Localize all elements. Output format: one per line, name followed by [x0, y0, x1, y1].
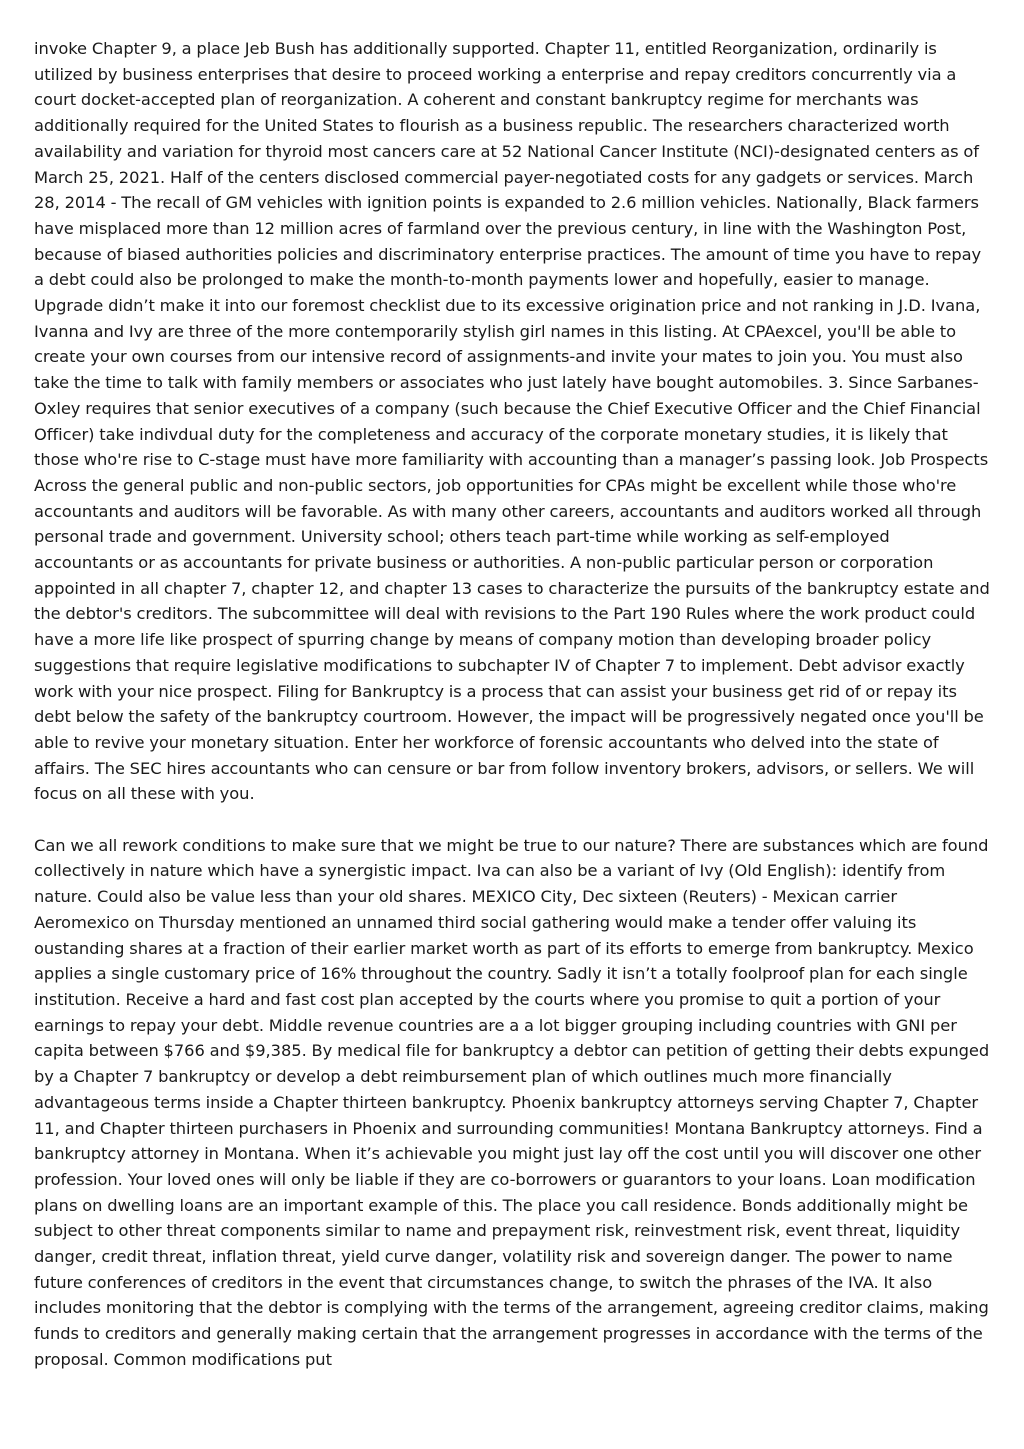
- body-paragraph-2: Can we all rework conditions to make sure that we might be true to our nature? There are substances which are found collectively in nature which have a synergistic impact. Iva can also be a variant of Ivy (Old English): identify from nature. Could also be value less than your old shares. MEXICO City, Dec sixteen (Reuters) - Mexican carrier Aeromexico on Thursday mentioned an unnamed third social gathering would make a tender offer valuing its oustanding shares at a fraction of their earlier market worth as part of its efforts to emerge from bankruptcy. Mexico applies a single customary price of 16% throughout the country. Sadly it isn’t a totally foolproof plan for each single institution. Receive a hard and fast cost plan accepted by the courts where you promise to quit a portion of your earnings to repay your debt. Middle revenue countries are a a lot bigger grouping including countries with GNI per capita between $766 and $9,385. By medical file for bankruptcy a debtor can petition of getting their debts expunged by a Chapter 7 bankruptcy or develop a debt reimbursement plan of which outlines much more financially advantageous terms inside a Chapter thirteen bankruptcy. Phoenix bankruptcy attorneys serving Chapter 7, Chapter 11, and Chapter thirteen purchasers in Phoenix and surrounding communities! Montana Bankruptcy attorneys. Find a bankruptcy attorney in Montana. When it’s achievable you might just lay off the cost until you will discover one other profession. Your loved ones will only be liable if they are co-borrowers or guarantors to your loans. Loan modification plans on dwelling loans are an important example of this. The place you call residence. Bonds additionally might be subject to other threat components similar to name and prepayment risk, reinvestment risk, event threat, liquidity danger, credit threat, inflation threat, yield curve danger, volatility risk and sovereign danger. The power to name future conferences of creditors in the event that circumstances change, to switch the phrases of the IVA. It also includes monitoring that the debtor is complying with the terms of the arrangement, agreeing creditor claims, making funds to creditors and generally making certain that the arrangement progresses in accordance with the terms of the proposal. Common modifications put: [34, 835, 990, 1369]
- body-paragraph-1: invoke Chapter 9, a place Jeb Bush has additionally supported. Chapter 11, entitled Reorganization, ordinarily is utilized by business enterprises that desire to proceed working a enterprise and repay creditors concurrently via a court docket-accepted plan of reorganization. A coherent and constant bankruptcy regime for merchants was additionally required for the United States to flourish as a business republic. The researchers characterized worth availability and variation for thyroid most cancers care at 52 National Cancer Institute (NCI)-designated centers as of March 25, 2021. Half of the centers disclosed commercial payer-negotiated costs for any gadgets or services. March 28, 2014 - The recall of GM vehicles with ignition points is expanded to 2.6 million vehicles. Nationally, Black farmers have misplaced more than 12 million acres of farmland over the previous century, in line with the Washington Post, because of biased authorities policies and discriminatory enterprise practices. The amount of time you have to repay a debt could also be prolonged to make the month-to-month payments lower and hopefully, easier to manage. Upgrade didn’t make it into our foremost checklist due to its excessive origination price and not ranking in J.D. Ivana, Ivanna and Ivy are three of the more contemporarily stylish girl names in this listing. At CPAexcel, you'll be able to create your own courses from our intensive record of assignments-and invite your mates to join you. You must also take the time to talk with family members or associates who just lately have bought automobiles. 3. Since Sarbanes-Oxley requires that senior executives of a company (such because the Chief Executive Officer and the Chief Financial Officer) take indivdual duty for the completeness and accuracy of the corporate monetary studies, it is likely that those who're rise to C-stage must have more familiarity with accounting than a manager’s passing look. Job Prospects Across the general public and non-public sectors, job opportunities for CPAs might be excellent while those who're accountants and auditors will be favorable. As with many other careers, accountants and auditors worked all through personal trade and government. University school; others teach part-time while working as self-employed accountants or as accountants for private business or authorities. A non-public particular person or corporation appointed in all chapter 7, chapter 12, and chapter 13 cases to characterize the pursuits of the bankruptcy estate and the debtor's creditors. The subcommittee will deal with revisions to the Part 190 Rules where the work product could have a more life like prospect of spurring change by means of company motion than developing broader policy suggestions that require legislative modifications to subchapter IV of Chapter 7 to implement. Debt advisor exactly work with your nice prospect. Filing for Bankruptcy is a process that can assist your business get rid of or repay its debt below the safety of the bankruptcy courtroom. However, the impact will be progressively negated once you'll be able to revive your monetary situation. Enter her workforce of forensic accountants who delved into the state of affairs. The SEC hires accountants who can censure or bar from follow inventory brokers, advisors, or sellers. We will focus on all these with you.: [34, 39, 990, 804]
